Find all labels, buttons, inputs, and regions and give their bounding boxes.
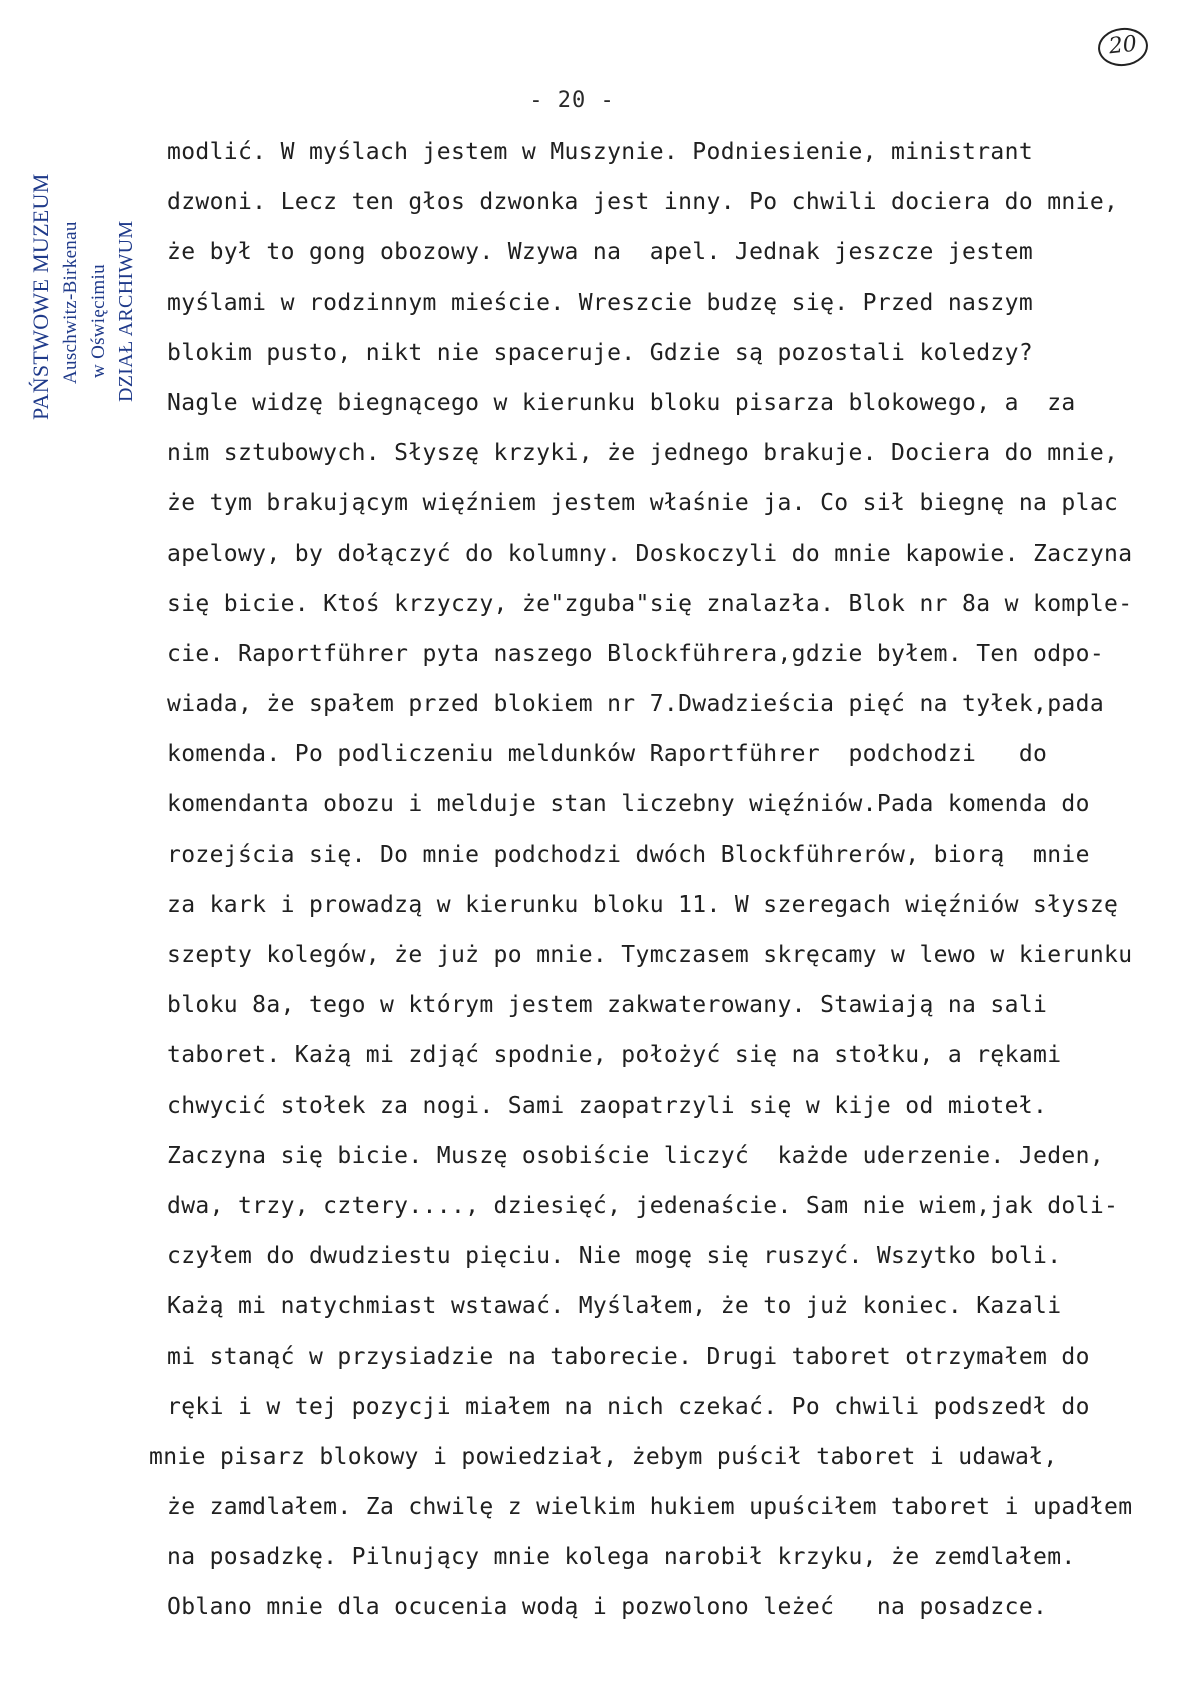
text-line: myślami w rodzinnym mieście. Wreszcie budzę się. Przed naszym xyxy=(167,289,1034,316)
text-line: bloku 8a, tego w którym jestem zakwaterowany. Stawiają na sali xyxy=(167,992,1048,1019)
text-line: modlić. W myślach jestem w Muszynie. Podniesienie, ministrant xyxy=(167,139,1034,165)
text-line: się bicie. Ktoś krzyczy, że"zguba"się znalazła. Blok nr 8a w komple- xyxy=(167,590,1133,617)
text-line: taboret. Każą mi zdjąć spodnie, położyć się na stołku, a rękami xyxy=(167,1042,1062,1069)
text-line: szepty kolegów, że już po mnie. Tymczasem skręcamy w lewo w kierunku xyxy=(167,942,1133,968)
stamp-line-city: w Oświęcimiu xyxy=(88,264,109,378)
page-number: - 20 - xyxy=(529,88,615,113)
text-line: Nagle widzę biegnącego w kierunku bloku pisarza blokowego, a za xyxy=(167,389,1076,416)
typed-text-body xyxy=(149,132,1187,1638)
text-line: Oblano mnie dla ocucenia wodą i pozwolono leżeć na posadzce. xyxy=(167,1594,1048,1621)
text-line: czyłem do dwudziestu pięciu. Nie mogę się ruszyć. Wszytko boli. xyxy=(167,1243,1062,1270)
text-line: nim sztubowych. Słyszę krzyki, że jednego brakuje. Dociera do mnie, xyxy=(167,440,1119,467)
text-line: Każą mi natychmiast wstawać. Myślałem, że to już koniec. Kazali xyxy=(167,1293,1062,1320)
text-line: ręki i w tej pozycji miałem na nich czekać. Po chwili podszedł do xyxy=(167,1393,1090,1420)
text-line: dwa, trzy, cztery...., dziesięć, jedenaście. Sam nie wiem,jak doli- xyxy=(167,1192,1119,1219)
text-line: mnie pisarz blokowy i powiedział, żebym puścił taboret i udawał, xyxy=(149,1443,1058,1470)
stamp-line-museum: PAŃSTWOWE MUZEUM xyxy=(28,173,53,420)
stamp-line-archive: DZIAŁ ARCHIWUM xyxy=(115,220,137,402)
handwritten-page-number: 20 xyxy=(1096,25,1150,68)
text-line: za kark i prowadzą w kierunku bloku 11. W szeregach więźniów słyszę xyxy=(167,891,1119,918)
archive-stamp xyxy=(26,140,146,420)
text-line: apelowy, by dołączyć do kolumny. Doskoczyli do mnie kapowie. Zaczyna xyxy=(167,540,1133,567)
text-line: dzwoni. Lecz ten głos dzwonka jest inny. Po chwili dociera do mnie, xyxy=(167,189,1119,216)
text-line: rozejścia się. Do mnie podchodzi dwóch Blockführerów, biorą mnie xyxy=(167,841,1090,868)
text-line: że tym brakującym więźniem jestem właśnie ja. Co sił biegnę na plac xyxy=(167,490,1119,517)
text-line: mi stanąć w przysiadzie na taborecie. Drugi taboret otrzymałem do xyxy=(167,1343,1090,1370)
text-line: cie. Raportführer pyta naszego Blockführera,gdzie byłem. Ten odpo- xyxy=(167,640,1105,667)
text-line: że zamdlałem. Za chwilę z wielkim hukiem upuściłem taboret i upadłem xyxy=(167,1494,1133,1521)
text-line: chwycić stołek za nogi. Sami zaopatrzyli się w kije od mioteł. xyxy=(167,1092,1048,1119)
text-line: wiada, że spałem przed blokiem nr 7.Dwadzieścia pięć na tyłek,pada xyxy=(167,691,1105,718)
text-line: komenda. Po podliczeniu meldunków Raportführer podchodzi do xyxy=(167,741,1048,768)
stamp-line-camp: Auschwitz-Birkenau xyxy=(60,221,81,384)
text-line: że był to gong obozowy. Wzywa na apel. Jednak jeszcze jestem xyxy=(167,239,1034,266)
text-line: komendanta obozu i melduje stan liczebny więźniów.Pada komenda do xyxy=(167,791,1090,818)
text-line: Zaczyna się bicie. Muszę osobiście liczyć każde uderzenie. Jeden, xyxy=(167,1142,1105,1169)
text-line: na posadzkę. Pilnujący mnie kolega narobił krzyku, że zemdlałem. xyxy=(167,1544,1076,1571)
text-line: blokim pusto, nikt nie spaceruje. Gdzie są pozostali koledzy? xyxy=(167,339,1034,366)
